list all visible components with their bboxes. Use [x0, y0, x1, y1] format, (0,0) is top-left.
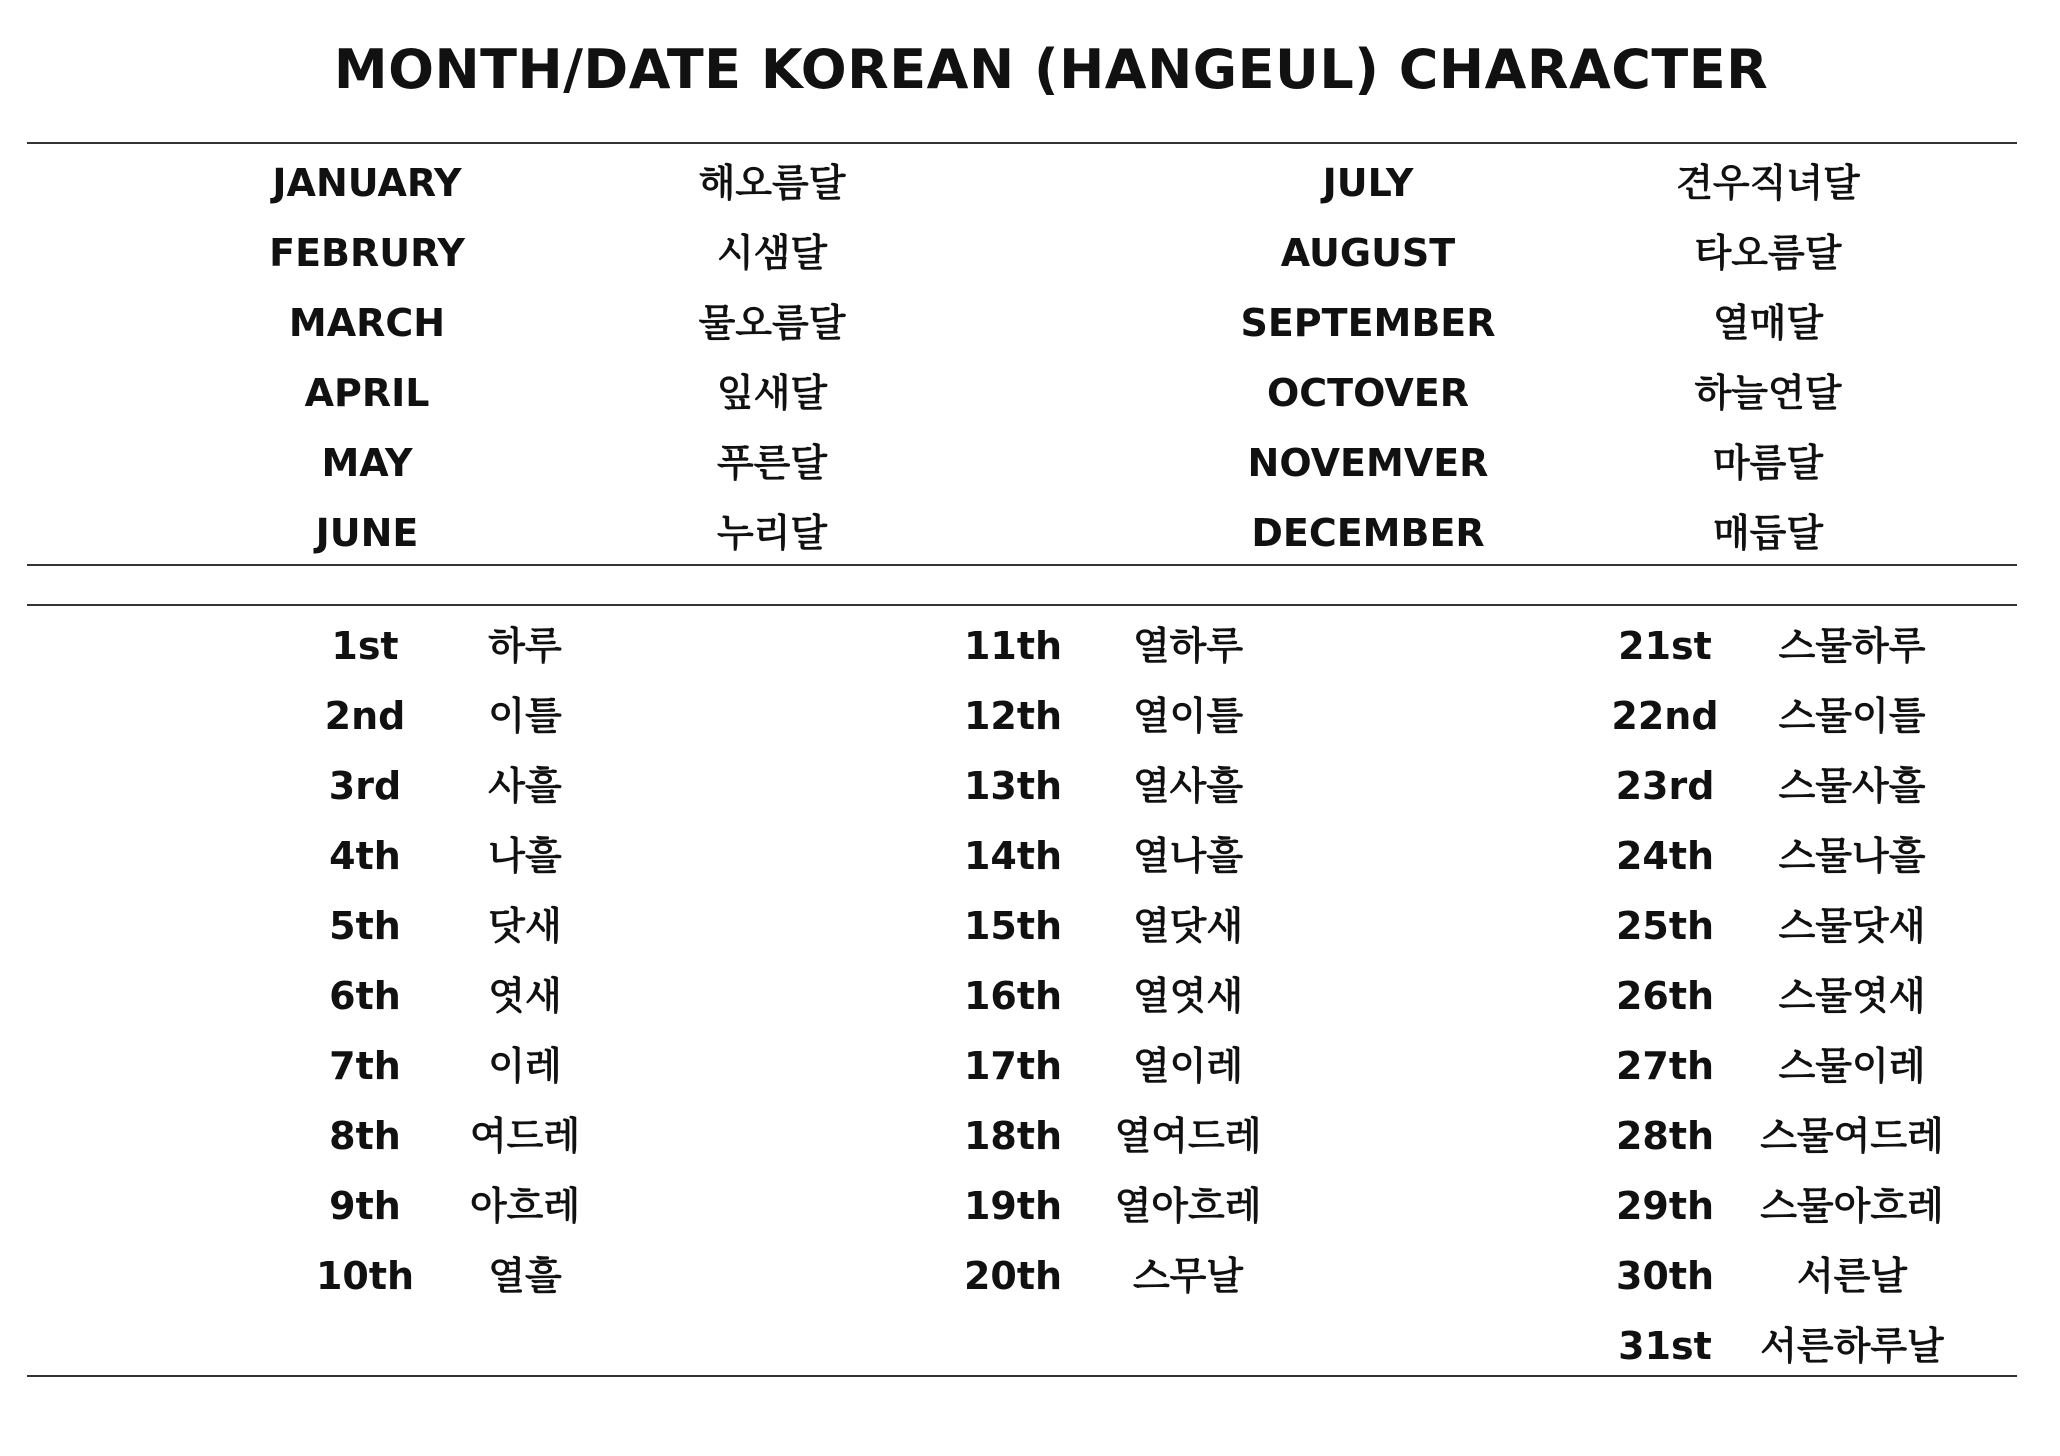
month-korean: 푸른달	[716, 441, 828, 485]
date-korean: 엿새	[488, 974, 562, 1018]
month-name: APRIL	[304, 371, 430, 415]
date-ordinal: 2nd	[324, 694, 406, 738]
month-korean: 누리달	[716, 511, 828, 555]
date-ordinal: 17th	[963, 1044, 1063, 1088]
date-ordinal: 11th	[963, 624, 1063, 668]
date-ordinal: 16th	[963, 974, 1063, 1018]
date-korean: 닷새	[488, 904, 562, 948]
date-korean: 열여드레	[1114, 1114, 1262, 1158]
date-korean: 스물아흐레	[1760, 1184, 1944, 1228]
date-ordinal: 14th	[963, 834, 1063, 878]
bottom-rule	[27, 1375, 2017, 1377]
date-korean: 열사흘	[1132, 764, 1244, 808]
page-title: MONTH/DATE KOREAN (HANGEUL) CHARACTER	[333, 38, 1769, 101]
date-ordinal: 28th	[1615, 1114, 1715, 1158]
month-korean: 견우직녀달	[1676, 161, 1860, 205]
date-ordinal: 13th	[963, 764, 1063, 808]
date-korean: 열아흐레	[1114, 1184, 1262, 1228]
date-ordinal: 31st	[1618, 1324, 1712, 1368]
date-ordinal: 22nd	[1611, 694, 1719, 738]
date-ordinal: 9th	[329, 1184, 401, 1228]
months-bottom-rule	[27, 564, 2017, 566]
date-korean: 스물여드레	[1760, 1114, 1944, 1158]
date-ordinal: 20th	[963, 1254, 1063, 1298]
date-ordinal: 23rd	[1615, 764, 1715, 808]
date-ordinal: 24th	[1615, 834, 1715, 878]
date-ordinal: 10th	[315, 1254, 415, 1298]
date-korean: 이레	[488, 1044, 562, 1088]
date-ordinal: 3rd	[328, 764, 402, 808]
date-korean: 열엿새	[1132, 974, 1244, 1018]
date-ordinal: 25th	[1615, 904, 1715, 948]
date-ordinal: 26th	[1615, 974, 1715, 1018]
month-name: MAY	[321, 441, 413, 485]
month-korean: 잎새달	[716, 371, 828, 415]
date-korean: 스무날	[1132, 1254, 1244, 1298]
date-korean: 아흐레	[469, 1184, 581, 1228]
date-korean: 열이레	[1132, 1044, 1244, 1088]
date-korean: 스물사흘	[1778, 764, 1926, 808]
month-korean: 매듭달	[1712, 511, 1824, 555]
month-korean: 물오름달	[698, 301, 846, 345]
month-name: MARCH	[288, 301, 446, 345]
date-korean: 스물엿새	[1778, 974, 1926, 1018]
date-korean: 스물이틀	[1778, 694, 1926, 738]
date-ordinal: 18th	[963, 1114, 1063, 1158]
month-name: AUGUST	[1280, 231, 1456, 275]
date-korean: 하루	[488, 624, 562, 668]
date-korean: 사흘	[488, 764, 562, 808]
date-korean: 서른하루날	[1760, 1324, 1944, 1368]
month-name: JANUARY	[272, 161, 462, 205]
date-ordinal: 6th	[329, 974, 401, 1018]
date-ordinal: 12th	[963, 694, 1063, 738]
month-korean: 열매달	[1712, 301, 1824, 345]
date-korean: 열이틀	[1132, 694, 1244, 738]
date-korean: 열흘	[488, 1254, 562, 1298]
month-name: OCTOVER	[1266, 371, 1470, 415]
date-korean: 열닷새	[1132, 904, 1244, 948]
date-korean: 나흘	[488, 834, 562, 878]
month-korean: 타오름달	[1694, 231, 1842, 275]
date-ordinal: 8th	[329, 1114, 401, 1158]
date-korean: 이틀	[488, 694, 562, 738]
month-name: SEPTEMBER	[1240, 301, 1496, 345]
top-rule	[27, 142, 2017, 144]
date-korean: 여드레	[469, 1114, 581, 1158]
date-ordinal: 4th	[329, 834, 401, 878]
date-korean: 스물이레	[1778, 1044, 1926, 1088]
date-ordinal: 27th	[1615, 1044, 1715, 1088]
date-korean: 스물나흘	[1778, 834, 1926, 878]
month-name: JULY	[1322, 161, 1414, 205]
date-ordinal: 15th	[963, 904, 1063, 948]
dates-top-rule	[27, 604, 2017, 606]
date-ordinal: 5th	[329, 904, 401, 948]
month-name: NOVEMVER	[1247, 441, 1489, 485]
date-korean: 열나흘	[1132, 834, 1244, 878]
date-korean: 열하루	[1132, 624, 1244, 668]
date-ordinal: 21st	[1618, 624, 1712, 668]
date-ordinal: 29th	[1615, 1184, 1715, 1228]
month-korean: 해오름달	[698, 161, 846, 205]
date-ordinal: 19th	[963, 1184, 1063, 1228]
month-name: FEBRURY	[269, 231, 465, 275]
month-name: JUNE	[315, 511, 419, 555]
month-korean: 하늘연달	[1694, 371, 1842, 415]
date-ordinal: 30th	[1615, 1254, 1715, 1298]
date-ordinal: 1st	[331, 624, 399, 668]
date-ordinal: 7th	[329, 1044, 401, 1088]
date-korean: 스물하루	[1778, 624, 1926, 668]
month-name: DECEMBER	[1251, 511, 1485, 555]
month-korean: 마름달	[1712, 441, 1824, 485]
date-korean: 서른날	[1796, 1254, 1908, 1298]
date-korean: 스물닷새	[1778, 904, 1926, 948]
month-korean: 시샘달	[716, 231, 828, 275]
